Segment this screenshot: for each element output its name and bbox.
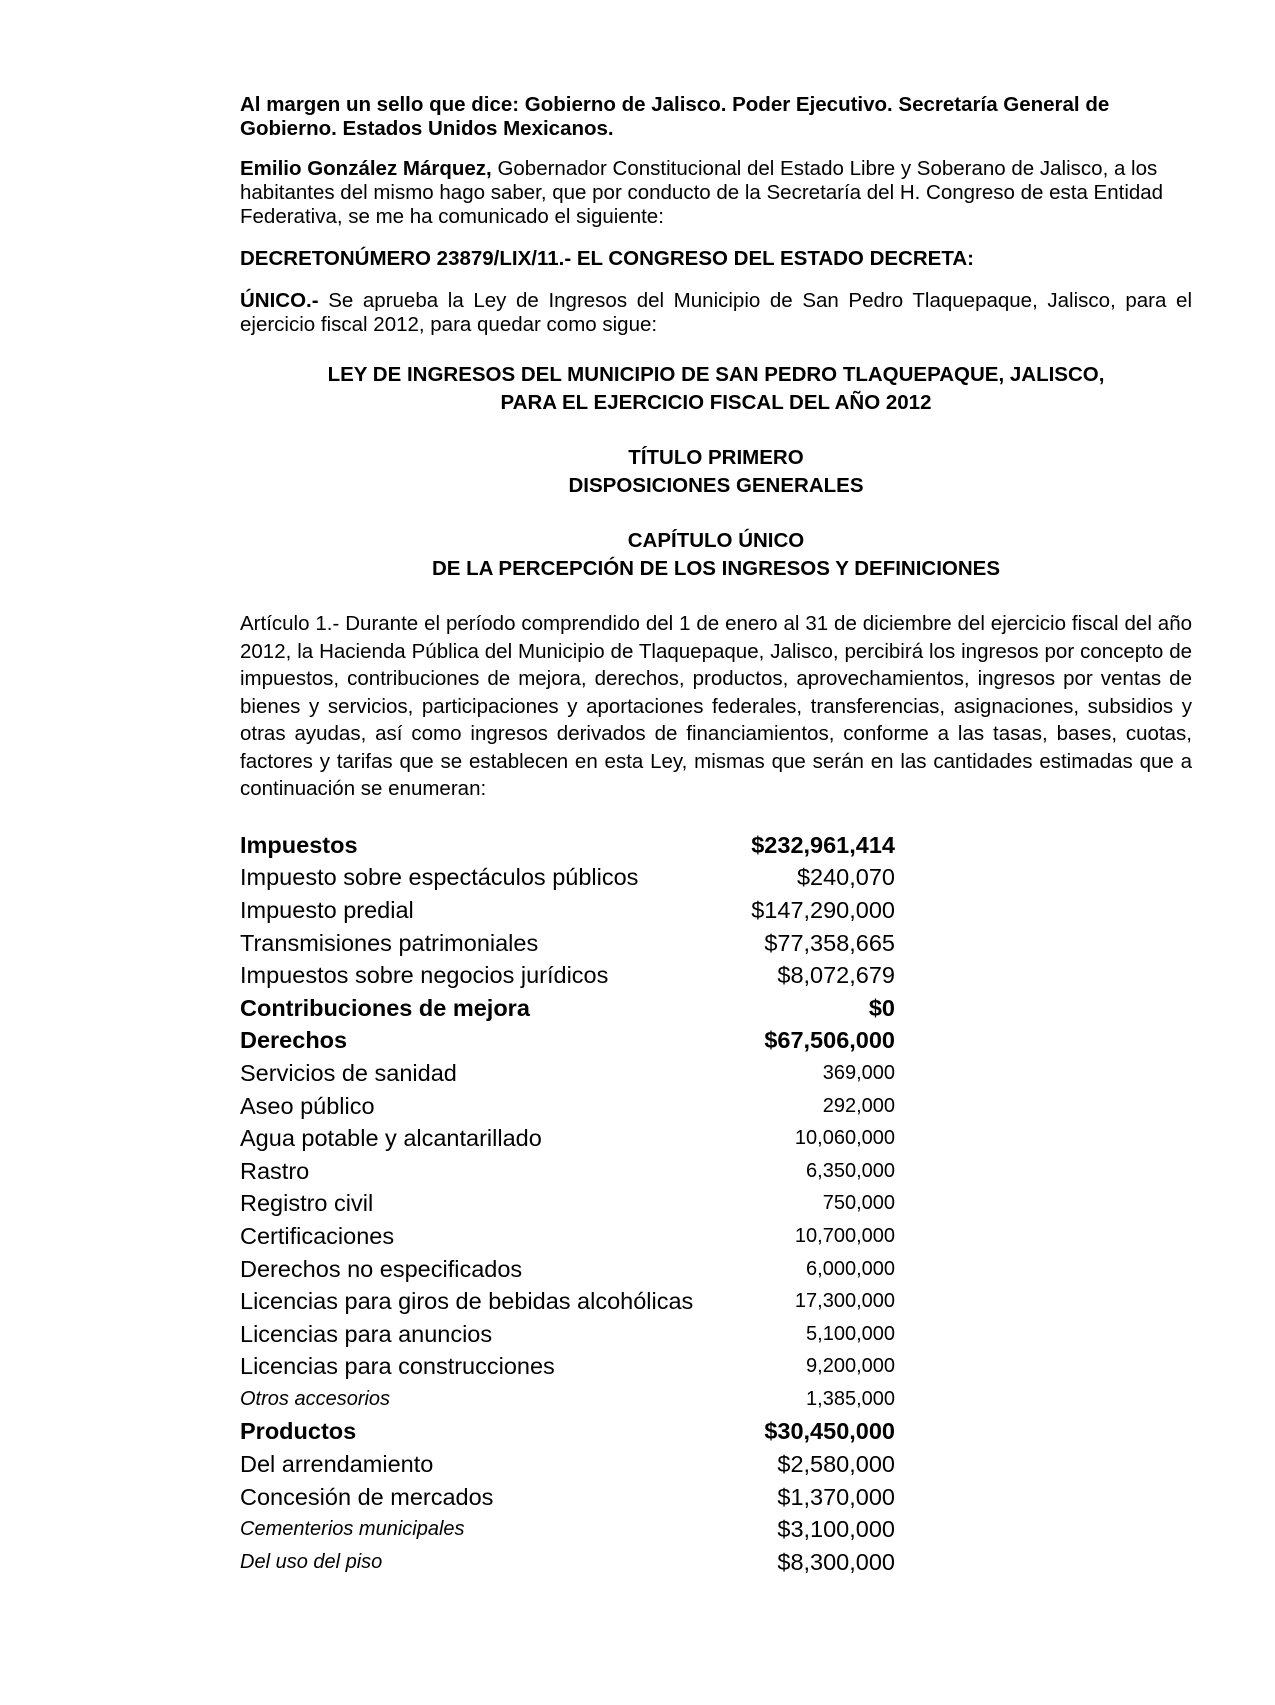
intro-paragraph	[240, 157, 1192, 229]
income-item-row	[240, 1513, 895, 1546]
income-category-row	[240, 829, 895, 862]
income-item-row	[240, 959, 895, 992]
income-amount: $147,290,000	[751, 896, 895, 923]
income-label: Transmisiones patrimoniales	[240, 929, 539, 956]
titulo-line-1: TÍTULO PRIMERO	[628, 446, 804, 469]
income-amount: 10,700,000	[794, 1224, 895, 1247]
income-label: Impuestos	[240, 831, 358, 858]
income-amount: $77,358,665	[764, 929, 895, 956]
income-label: Cementerios municipales	[240, 1518, 465, 1541]
law-title	[240, 361, 1192, 417]
income-label: Derechos no especificados	[240, 1255, 523, 1282]
income-label: Registro civil	[240, 1190, 374, 1217]
income-item-row	[240, 1546, 895, 1579]
income-amount: $8,072,679	[777, 962, 895, 989]
income-amount: 5,100,000	[806, 1322, 895, 1345]
income-amount: $232,961,414	[751, 831, 895, 858]
income-amount: 9,200,000	[806, 1355, 895, 1378]
capitulo-line-2: DE LA PERCEPCIÓN DE LOS INGRESOS Y DEFINICIONES	[431, 557, 1001, 580]
margin-note: Al margen un sello que dice: Gobierno de Jalisco. Poder Ejecutivo. Secretaría General de Gobierno. Estados Unidos Mexicanos.	[240, 93, 1110, 140]
income-amount: 10,060,000	[794, 1127, 895, 1150]
income-label: Licencias para anuncios	[240, 1320, 493, 1347]
income-amount: $0	[868, 994, 895, 1021]
unico-text: Se aprueba la Ley de Ingresos del Municipio de San Pedro Tlaquepaque, Jalisco, para el ejercicio fiscal 2012, para quedar como sigue:	[240, 289, 1192, 336]
unico-paragraph	[240, 289, 1192, 337]
capitulo-heading	[240, 527, 1192, 583]
law-title-line-1: LEY DE INGRESOS DEL MUNICIPIO DE SAN PEDRO TLAQUEPAQUE, JALISCO,	[327, 363, 1105, 386]
income-table	[240, 829, 895, 1579]
income-item-row	[240, 1480, 895, 1513]
income-item-row	[240, 1089, 895, 1122]
income-amount: 292,000	[822, 1094, 895, 1117]
income-label: Contribuciones de mejora	[240, 994, 530, 1021]
income-label: Rastro	[240, 1157, 310, 1184]
income-item-row	[240, 926, 895, 959]
income-label: Servicios de sanidad	[240, 1059, 457, 1086]
income-amount: 369,000	[822, 1061, 895, 1084]
income-label: Del arrendamiento	[240, 1451, 434, 1478]
income-amount: 750,000	[822, 1192, 895, 1215]
income-label: Impuestos sobre negocios jurídicos	[240, 962, 609, 989]
intro-text: Gobernador Constitucional del Estado Libre y Soberano de Jalisco, a los habitantes del mismo hago saber, que por conducto de la Secretaría del H. Congreso de esta Entidad Federativa, se me ha comunicado el siguiente:	[240, 157, 1164, 228]
income-item-row	[240, 1057, 895, 1090]
income-label: Otros accesorios	[240, 1387, 391, 1410]
income-amount: $30,450,000	[764, 1418, 895, 1445]
income-label: Licencias para giros de bebidas alcohólicas	[240, 1288, 694, 1315]
income-amount: 1,385,000	[806, 1387, 895, 1410]
income-label: Derechos	[240, 1027, 348, 1054]
income-label: Impuesto predial	[240, 896, 414, 923]
income-label: Impuesto sobre espectáculos públicos	[240, 864, 639, 891]
income-amount: 6,350,000	[806, 1159, 895, 1182]
article-1: Artículo 1.- Durante el período comprendido del 1 de enero al 31 de diciembre del ejercicio fiscal del año 2012, la Hacienda Pública del Municipio de Tlaquepaque, Jalisco, percibirá los ingresos por concepto de impuestos, contribuciones de mejora, derechos, productos, aprovechamientos, ingresos por ventas de bienes y servicios, participaciones y aportaciones federales, transferencias, asignaciones, subsidios y otras ayudas, así como ingresos derivados de financiamientos, conforme a las tasas, bases, cuotas, factores y tarifas que se establecen en esta Ley, mismas que serán en las cantidades estimadas que a continuación se enumeran:	[240, 612, 1192, 800]
income-item-row	[240, 1220, 895, 1253]
income-amount: $2,580,000	[777, 1451, 895, 1478]
unico-label: ÚNICO.-	[240, 289, 319, 312]
income-item-row	[240, 1187, 895, 1220]
governor-name: Emilio González Márquez,	[240, 157, 492, 180]
income-category-row	[240, 991, 895, 1024]
income-amount: 6,000,000	[806, 1257, 895, 1280]
income-amount: 17,300,000	[794, 1290, 895, 1313]
income-table-body	[240, 829, 895, 1579]
income-item-row	[240, 1252, 895, 1285]
income-label: Productos	[240, 1418, 357, 1445]
income-label: Del uso del piso	[240, 1550, 383, 1573]
income-item-row	[240, 1317, 895, 1350]
income-amount: $67,506,000	[764, 1027, 895, 1054]
income-item-row	[240, 861, 895, 894]
law-title-line-2: PARA EL EJERCICIO FISCAL DEL AÑO 2012	[500, 391, 932, 414]
income-item-row	[240, 1350, 895, 1383]
income-category-row	[240, 1024, 895, 1057]
capitulo-line-1: CAPÍTULO ÚNICO	[627, 529, 805, 552]
income-item-row	[240, 1383, 895, 1416]
income-item-row	[240, 1448, 895, 1481]
income-amount: $240,070	[796, 864, 895, 891]
decree-line: DECRETONÚMERO 23879/LIX/11.- EL CONGRESO DEL ESTADO DECRETA:	[240, 247, 974, 270]
income-label: Concesión de mercados	[240, 1483, 494, 1510]
income-item-row	[240, 1285, 895, 1318]
income-amount: $8,300,000	[777, 1548, 895, 1575]
titulo-line-2: DISPOSICIONES GENERALES	[568, 474, 864, 497]
income-item-row	[240, 1154, 895, 1187]
income-amount: $1,370,000	[777, 1483, 895, 1510]
income-label: Licencias para construcciones	[240, 1353, 555, 1380]
titulo-heading	[240, 444, 1192, 500]
income-item-row	[240, 894, 895, 927]
income-category-row	[240, 1415, 895, 1448]
document-content	[240, 93, 1192, 1578]
income-amount: $3,100,000	[777, 1516, 895, 1543]
income-label: Aseo público	[240, 1092, 375, 1119]
income-label: Agua potable y alcantarillado	[240, 1125, 542, 1152]
income-item-row	[240, 1122, 895, 1155]
income-label: Certificaciones	[240, 1222, 395, 1249]
